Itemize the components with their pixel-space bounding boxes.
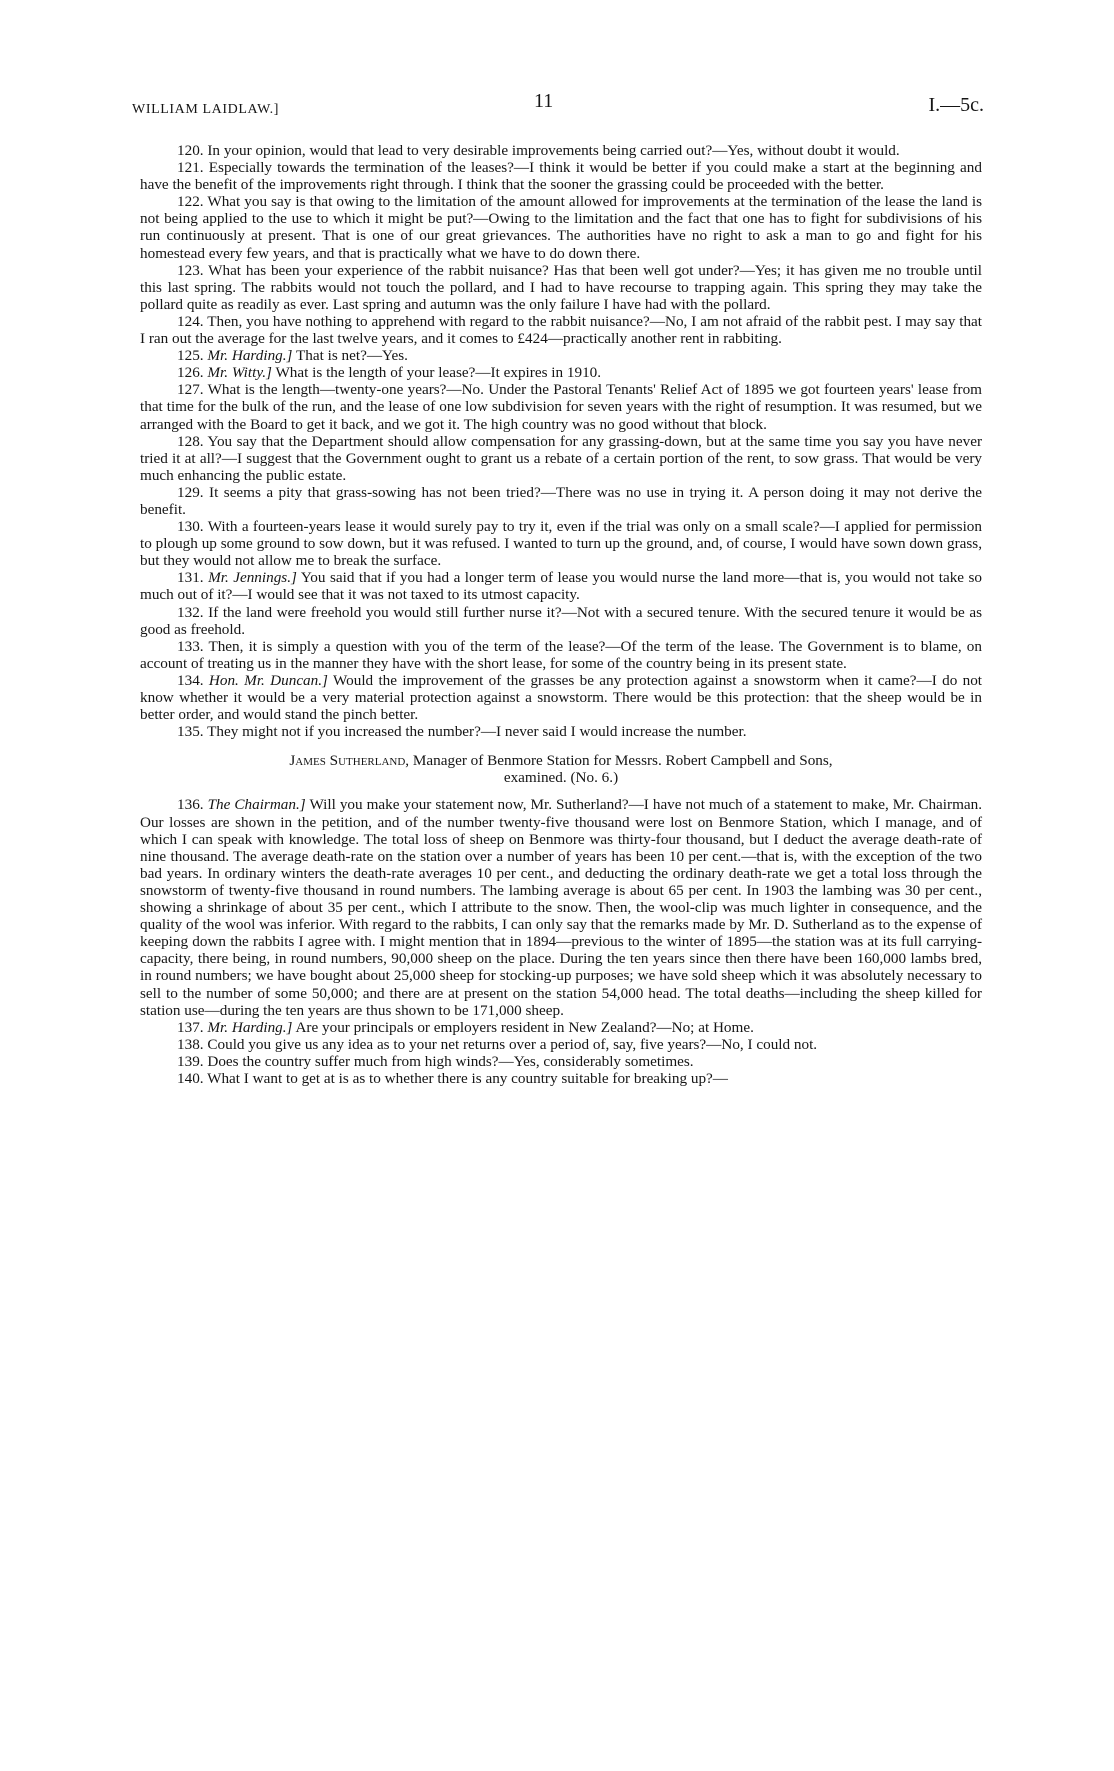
witness-heading: [140, 752, 982, 786]
question-paragraph: [140, 518, 982, 569]
witness-examined: examined. (No. 6.): [503, 769, 619, 787]
question-paragraph: [140, 381, 982, 432]
question-paragraph: [140, 1070, 982, 1087]
witness-description: Manager of Benmore Station for Messrs. Robert Campbell and Sons,: [412, 752, 833, 770]
question-answer-text: Does the country suffer much from high winds?—Yes, considerably sometimes.: [207, 1052, 694, 1070]
question-answer-text: With a fourteen-years lease it would surely pay to try it, even if the trial was only on a small scale?—I applied for permission to plough up some ground to sow down, but it was refused. I wanted to turn up the ground, and, of course, I would have sown down grass, but they would not allow me to break the surface.: [140, 518, 982, 570]
page-number: 11: [534, 90, 554, 112]
question-paragraph: [140, 723, 982, 740]
question-number: 127.: [177, 381, 204, 399]
evidence-entries-sutherland: [140, 796, 982, 1087]
speaker-name: The Chairman.]: [207, 796, 306, 814]
question-answer-text: What is the length of your lease?—It expires in 1910.: [275, 364, 602, 382]
question-paragraph: [140, 484, 982, 518]
question-number: 134.: [177, 671, 204, 689]
question-paragraph: [140, 796, 982, 1018]
question-answer-text: What you say is that owing to the limitation of the amount allowed for improvements at the termination of the lease the land is not being applied to the use to which it might be put?—Owing to the limitation and the fact that one has to fight for subdivisions of his run continuously at present. That is one of our great grievances. The authorities have no right to ask a man to go and fight for his homestead every few years, and that is practically what we have to do down there.: [140, 193, 982, 262]
question-number: 140.: [177, 1069, 204, 1087]
question-paragraph: [140, 142, 982, 159]
question-number: 125.: [177, 347, 204, 365]
question-number: 133.: [177, 637, 204, 655]
question-answer-text: If the land were freehold you would still further nurse it?—Not with a secured tenure. With the secured tenure it would be as good as freehold.: [140, 603, 983, 638]
question-answer-text: That is net?—Yes.: [296, 347, 408, 365]
question-paragraph: [140, 193, 982, 261]
question-number: 121.: [177, 159, 204, 177]
question-number: 138.: [177, 1035, 204, 1053]
question-answer-text: Are your principals or employers resident in New Zealand?—No; at Home.: [295, 1018, 754, 1036]
question-number: 131.: [177, 569, 204, 587]
question-number: 129.: [177, 483, 204, 501]
document-page: [132, 88, 984, 1087]
question-number: 130.: [177, 518, 204, 536]
question-paragraph: [140, 347, 982, 364]
speaker-name: Mr. Witty.]: [207, 364, 272, 382]
question-answer-text: What has been your experience of the rabbit nuisance? Has that been well got under?—Yes; it has given me no trouble until this last spring. The rabbits would not touch the pollard, and I had to have recourse to trapping again. This spring they may take the pollard quite as readily as ever. Last spring and autumn was the only failure I have had with the pollard.: [140, 261, 982, 313]
question-paragraph: [140, 364, 982, 381]
question-answer-text: Will you make your statement now, Mr. Sutherland?—I have not much of a statement to make, Mr. Chairman. Our losses are shown in the petition, and of the number twenty-five thousand were lost on Benmore Station, which I manage, and of which I can speak with knowledge. The total loss of sheep on Benmore was thirty-four thousand, but I deduct the average death-rate of nine thousand. The average death-rate on the station over a number of years has been 10 per cent.—that is, with the exception of the two bad years. In ordinary winters the death-rate averages 10 per cent., and deducting the ordinary death-rate we get a total loss through the snowstorm of twenty-five thousand in round numbers. The lambing average is about 65 per cent. In 1903 the lambing was 30 per cent., showing a shrinkage of about 35 per cent., which I attribute to the snow. Then, the wool-clip was much lighter in consequence, and the quality of the wool was inferior. With regard to the rabbits, I can only say that the remarks made by Mr. D. Sutherland as to the expense of keeping down the rabbits I agree with. I might mention that in 1894—previous to the winter of 1895—the station was at its full carrying-capacity, there being, in round numbers, 90,000 sheep on the place. During the ten years since then there have been 160,000 lambs bred, in round numbers; we have bought about 25,000 sheep for stocking-up purposes; we have sold sheep which it was absolutely necessary to sell to the number of some 50,000; and there are at present on the station 54,000 head. The total deaths—including the sheep killed for station use—during the ten years are thus shown to be 171,000 sheep.: [140, 796, 983, 1019]
speaker-name: Mr. Jennings.]: [208, 569, 297, 587]
question-number: 122.: [177, 193, 204, 211]
question-paragraph: [140, 672, 982, 723]
question-paragraph: [140, 159, 982, 193]
question-paragraph: [140, 1053, 982, 1070]
page-header: [132, 88, 984, 128]
running-head-witness: WILLIAM LAIDLAW.]: [132, 102, 279, 117]
question-number: 137.: [177, 1018, 204, 1036]
question-paragraph: [140, 604, 982, 638]
question-paragraph: [140, 433, 982, 484]
question-paragraph: [140, 569, 982, 603]
question-number: 126.: [177, 364, 204, 382]
question-number: 139.: [177, 1052, 204, 1070]
question-answer-text: What is the length—twenty-one years?—No. Under the Pastoral Tenants' Relief Act of 1895 we got fourteen years' lease from that time for the bulk of the run, and the lease of one low subdivision for seven years with the right of resumption. It was resumed, but we arranged with the Board to get it back, and we got it. The high country was no good without that block.: [140, 381, 982, 433]
question-number: 120.: [177, 142, 204, 159]
question-answer-text: What I want to get at is as to whether there is any country suitable for breaking up?—: [207, 1069, 728, 1087]
question-answer-text: Could you give us any idea as to your net returns over a period of, say, five years?—No, I could not.: [207, 1035, 818, 1053]
question-answer-text: It seems a pity that grass-sowing has not been tried?—There was no use in trying it. A person doing it may not derive the benefit.: [140, 483, 982, 518]
question-answer-text: You said that if you had a longer term of lease you would nurse the land more—that is, you would not take so much out of it?—I would see that it was not taxed to its utmost capacity.: [140, 569, 983, 604]
question-number: 132.: [177, 603, 204, 621]
question-answer-text: You say that the Department should allow compensation for any grassing-down, but at the same time you say you have never tried it at all?—I suggest that the Government ought to grant us a rebate of a certain portion of the rent, to sow grass. That would be very much enhancing the public estate.: [140, 432, 983, 484]
question-answer-text: Then, you have nothing to apprehend with regard to the rabbit nuisance?—No, I am not afraid of the rabbit pest. I may say that I ran out the average for the last twelve years, and it comes to £424—practically another rent in rabbiting.: [140, 312, 982, 348]
question-answer-text: Then, it is simply a question with you of the term of the lease?—Of the term of the lease. The Government is to blame, on account of treating us in the manner they have with the short lease, for some of the country being in its present state.: [140, 637, 982, 672]
question-number: 124.: [177, 312, 204, 330]
document-reference: I.—5c.: [928, 94, 984, 116]
question-number: 123.: [177, 261, 204, 279]
question-paragraph: [140, 1036, 982, 1053]
question-paragraph: [140, 1019, 982, 1036]
evidence-entries-laidlaw: [140, 142, 982, 740]
question-number: 135.: [177, 723, 204, 741]
speaker-name: Mr. Harding.]: [207, 347, 293, 365]
question-answer-text: Especially towards the termination of the leases?—I think it would be better if you could make a start at the beginning and have the benefit of the improvements right through. I think that the sooner the grassing could be proceeded with the better.: [140, 159, 982, 194]
question-number: 128.: [177, 432, 204, 450]
question-answer-text: In your opinion, would that lead to very desirable improvements being carried out?—Yes, without doubt it would.: [207, 142, 900, 159]
speaker-name: Hon. Mr. Duncan.]: [208, 671, 328, 689]
witness-name: James Sutherland,: [289, 752, 410, 770]
question-answer-text: They might not if you increased the number?—I never said I would increase the number.: [207, 723, 747, 741]
question-paragraph: [140, 313, 982, 347]
question-paragraph: [140, 638, 982, 672]
speaker-name: Mr. Harding.]: [207, 1018, 293, 1036]
evidence-body: [140, 142, 982, 1087]
question-paragraph: [140, 262, 982, 313]
question-answer-text: Would the improvement of the grasses be any protection against a snowstorm when it came?—I do not know whether it would be a very material protection against a snowstorm. There would be this protection: that the sheep would be in better order, and would stand the pinch better.: [140, 671, 983, 724]
question-number: 136.: [177, 796, 204, 814]
